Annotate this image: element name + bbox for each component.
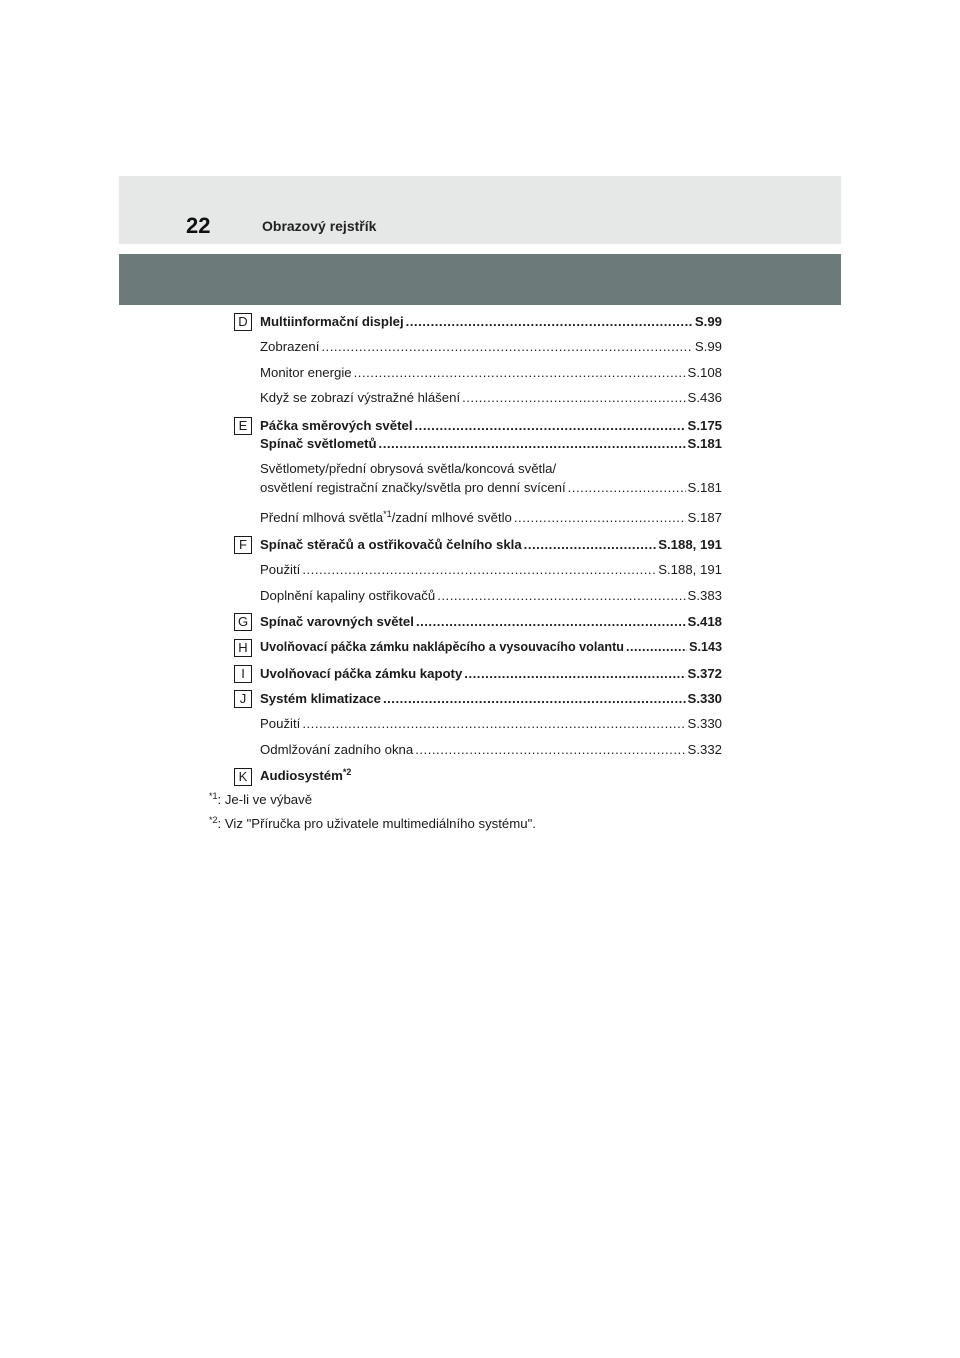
- section-letter-f: F: [234, 536, 252, 554]
- page-number: 22: [186, 213, 211, 238]
- section-letter-g: G: [234, 613, 252, 631]
- entry-label: Uvolňovací páčka zámku kapoty: [260, 666, 463, 681]
- dot-leader: [524, 537, 657, 552]
- index-entry-lights-line2[interactable]: [260, 480, 722, 498]
- footnote-ref: *1: [383, 509, 392, 519]
- entry-label: Systém klimatizace: [260, 691, 381, 706]
- footnote-ref: *2: [342, 767, 352, 777]
- index-entry-turn-signal-lever[interactable]: [260, 418, 722, 436]
- entry-page: S.418: [687, 614, 722, 629]
- entry-page: S.99: [694, 339, 722, 354]
- dot-leader: [354, 365, 686, 380]
- entry-label: Audiosystém: [260, 768, 343, 783]
- entry-label: Spínač stěračů a ostřikovačů čelního skla: [260, 537, 522, 552]
- dot-leader: [415, 418, 686, 433]
- index-entry-air-conditioning[interactable]: [260, 691, 722, 709]
- footnote-2: [209, 816, 536, 831]
- entry-label: osvětlení registrační značky/světla pro denní svícení: [260, 480, 566, 495]
- footnote-1: [209, 792, 312, 807]
- index-entry-rear-defogger[interactable]: [260, 742, 722, 760]
- footnote-mark: *1: [209, 791, 218, 801]
- dot-leader: [415, 742, 685, 757]
- entry-page: S.143: [689, 640, 722, 654]
- index-entry-hazard-switch[interactable]: [260, 614, 722, 632]
- entry-page: S.383: [687, 588, 722, 603]
- dot-leader: [383, 691, 686, 706]
- index-entry-steering-lock-lever[interactable]: [260, 640, 722, 658]
- index-entry-hood-lever[interactable]: [260, 666, 722, 684]
- header-band: [119, 176, 841, 244]
- index-entry-lights-line1: Světlomety/přední obrysová světla/koncová světla/: [260, 461, 557, 476]
- entry-label: Monitor energie: [260, 365, 352, 380]
- entry-label: Multiinformační displej: [260, 314, 404, 329]
- entry-page: S.175: [687, 418, 722, 433]
- entry-label: Odmlžování zadního okna: [260, 742, 414, 757]
- entry-label: Spínač varovných světel: [260, 614, 414, 629]
- index-entry-display[interactable]: [260, 339, 722, 357]
- dot-leader: [514, 510, 686, 525]
- footnote-text: : Viz "Příručka pro uživatele multimediálního systému".: [217, 816, 536, 831]
- index-entry-wiper-switch[interactable]: [260, 537, 722, 555]
- entry-page: S.332: [687, 742, 722, 757]
- entry-label: Uvolňovací páčka zámku naklápěcího a vysouvacího volantu: [260, 640, 624, 654]
- index-entry-multiinfo-display[interactable]: [260, 314, 722, 332]
- entry-page: S.108: [687, 365, 722, 380]
- entry-label: Když se zobrazí výstražné hlášení: [260, 390, 461, 405]
- index-entry-washer-fluid[interactable]: [260, 588, 722, 606]
- section-letter-i: I: [234, 665, 252, 683]
- entry-page: S.181: [687, 480, 722, 495]
- section-letter-e: E: [234, 417, 252, 435]
- dot-leader: [568, 480, 686, 495]
- entry-label: Páčka směrových světel: [260, 418, 413, 433]
- entry-page: S.188, 191: [658, 537, 722, 552]
- section-letter-d: D: [234, 313, 252, 331]
- section-letter-j: J: [234, 690, 252, 708]
- entry-page: S.330: [687, 691, 722, 706]
- entry-label: Použití: [260, 716, 301, 731]
- dot-leader: [462, 390, 685, 405]
- illustration-band: [119, 254, 841, 305]
- dot-leader: [464, 666, 685, 681]
- dot-leader: [302, 562, 656, 577]
- footnote-text: : Je-li ve výbavě: [217, 792, 313, 807]
- dot-leader: [302, 716, 685, 731]
- footnote-mark: *2: [209, 815, 218, 825]
- entry-label: Spínač světlometů: [260, 436, 377, 451]
- dot-leader: [406, 314, 693, 329]
- dot-leader: [379, 436, 686, 451]
- section-letter-h: H: [234, 639, 252, 657]
- dot-leader: [321, 339, 692, 354]
- index-entry-audio-system[interactable]: [260, 768, 351, 783]
- entry-page: S.187: [687, 510, 722, 525]
- entry-label: [260, 510, 512, 525]
- index-entry-headlight-switch[interactable]: [260, 436, 722, 454]
- entry-page: S.99: [694, 314, 722, 329]
- dot-leader: [626, 640, 687, 654]
- entry-label-post: /zadní mlhové světlo: [391, 510, 512, 525]
- entry-page: S.436: [687, 390, 722, 405]
- index-entry-fog-lights[interactable]: [260, 510, 722, 528]
- entry-page: S.372: [687, 666, 722, 681]
- entry-label: Použití: [260, 562, 301, 577]
- entry-label: Zobrazení: [260, 339, 320, 354]
- index-entry-wiper-usage[interactable]: [260, 562, 722, 580]
- index-entry-warning-message[interactable]: [260, 390, 722, 408]
- entry-page: S.181: [687, 436, 722, 451]
- section-letter-k: K: [234, 768, 252, 786]
- index-entry-ac-usage[interactable]: [260, 716, 722, 734]
- entry-label-pre: Přední mlhová světla: [260, 510, 384, 525]
- dot-leader: [416, 614, 686, 629]
- page-title: Obrazový rejstřík: [262, 218, 377, 234]
- entry-label: Doplnění kapaliny ostřikovačů: [260, 588, 436, 603]
- dot-leader: [437, 588, 685, 603]
- index-entry-energy-monitor[interactable]: [260, 365, 722, 383]
- entry-page: S.330: [687, 716, 722, 731]
- entry-page: S.188, 191: [658, 562, 722, 577]
